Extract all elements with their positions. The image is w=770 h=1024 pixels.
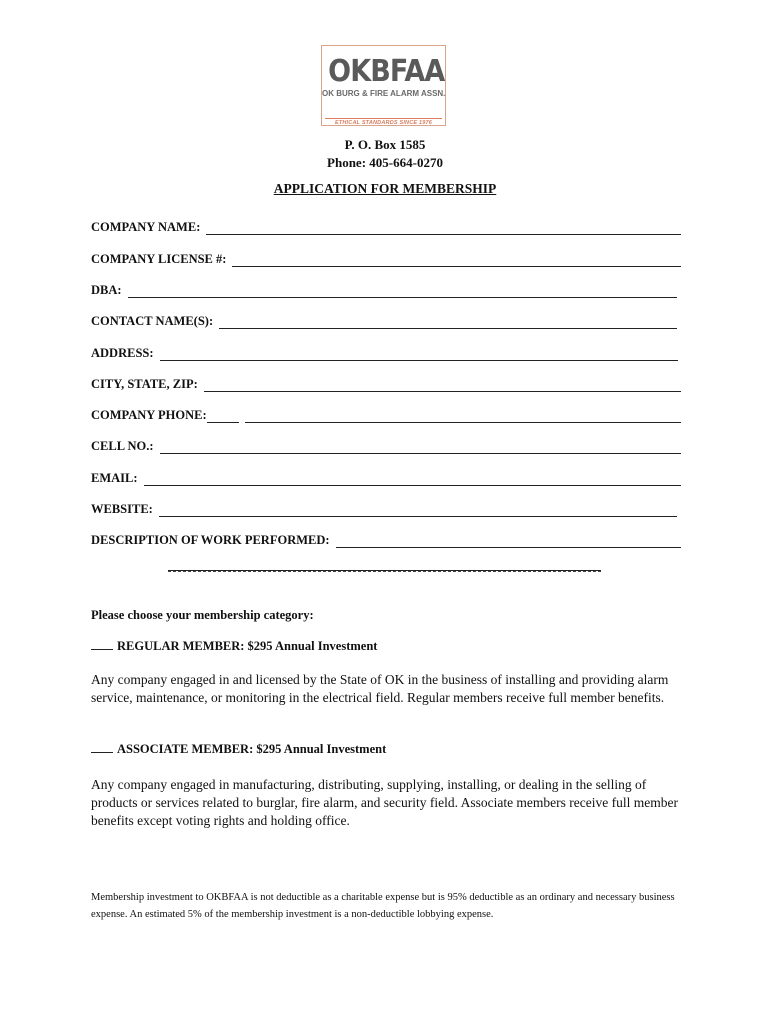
logo-subtitle: OK BURG & FIRE ALARM ASSN. bbox=[322, 89, 446, 98]
field-label: EMAIL: bbox=[91, 471, 138, 485]
logo-wordmark: OKBFAA bbox=[328, 54, 445, 89]
fill-line[interactable] bbox=[144, 474, 681, 486]
cell-no-field[interactable] bbox=[91, 439, 681, 454]
associate-member-description: Any company engaged in manufacturing, distributing, supplying, installing, or dealing in the selling of products or services related to burglar, fire alarm, and security field. Associate members receive full member benefits except voting rights and holding office. bbox=[91, 777, 678, 828]
fill-line[interactable] bbox=[160, 442, 681, 454]
fill-line[interactable] bbox=[245, 411, 681, 423]
fill-line[interactable] bbox=[336, 536, 681, 548]
field-label: CONTACT NAME(S): bbox=[91, 314, 214, 328]
page-title: APPLICATION FOR MEMBERSHIP bbox=[273, 181, 497, 196]
membership-prompt: Please choose your membership category: bbox=[91, 608, 314, 622]
fill-line[interactable] bbox=[160, 349, 678, 361]
regular-member-description: Any company engaged in and licensed by the State of OK in the business of installing and providing alarm service, maintenance, or monitoring in the electrical field. Regular members receive full member benefits. bbox=[91, 672, 669, 705]
okbfaa-logo bbox=[321, 45, 446, 126]
phone: Phone: 405-664-0270 bbox=[327, 155, 443, 170]
address-field[interactable] bbox=[91, 346, 678, 361]
description-field[interactable] bbox=[91, 533, 681, 548]
email-field[interactable] bbox=[91, 471, 681, 486]
field-label: COMPANY LICENSE #: bbox=[91, 252, 227, 266]
po-box: P. O. Box 1585 bbox=[344, 137, 426, 152]
field-label: CELL NO.: bbox=[91, 439, 154, 453]
regular-member-option[interactable] bbox=[91, 639, 377, 654]
company-name-field[interactable] bbox=[91, 220, 681, 235]
fill-line[interactable] bbox=[204, 380, 681, 392]
associate-member-option[interactable] bbox=[91, 742, 386, 757]
field-label: DBA: bbox=[91, 283, 122, 297]
website-field[interactable] bbox=[91, 502, 677, 517]
contact-names-field[interactable] bbox=[91, 314, 677, 329]
associate-checkbox-line[interactable] bbox=[91, 742, 113, 753]
regular-checkbox-line[interactable] bbox=[91, 639, 113, 650]
field-label: COMPANY PHONE: bbox=[91, 408, 207, 422]
area-code-line[interactable] bbox=[207, 411, 239, 423]
fill-line[interactable] bbox=[206, 223, 681, 235]
field-label: ADDRESS: bbox=[91, 346, 154, 360]
fill-line[interactable] bbox=[232, 255, 681, 267]
company-phone-field[interactable] bbox=[91, 408, 681, 423]
city-state-zip-field[interactable] bbox=[91, 377, 681, 392]
regular-member-label: REGULAR MEMBER: $295 Annual Investment bbox=[117, 639, 378, 653]
footer-note: Membership investment to OKBFAA is not deductible as a charitable expense but is 95% deductible as an ordinary and necessary business expense. An estimated 5% of the membership investment is a non-deductible lobbying expense. bbox=[91, 892, 675, 920]
field-label: COMPANY NAME: bbox=[91, 220, 201, 234]
fill-line[interactable] bbox=[128, 286, 677, 298]
dba-field[interactable] bbox=[91, 283, 677, 298]
field-label: CITY, STATE, ZIP: bbox=[91, 377, 198, 391]
separator-dashes bbox=[168, 571, 601, 572]
field-label: DESCRIPTION OF WORK PERFORMED: bbox=[91, 533, 330, 547]
company-license-field[interactable] bbox=[91, 252, 681, 267]
field-label: WEBSITE: bbox=[91, 502, 153, 516]
associate-member-label: ASSOCIATE MEMBER: $295 Annual Investment bbox=[117, 742, 387, 756]
fill-line[interactable] bbox=[159, 505, 677, 517]
logo-tagline: ETHICAL STANDARDS SINCE 1976 bbox=[325, 118, 442, 126]
fill-line[interactable] bbox=[219, 317, 677, 329]
